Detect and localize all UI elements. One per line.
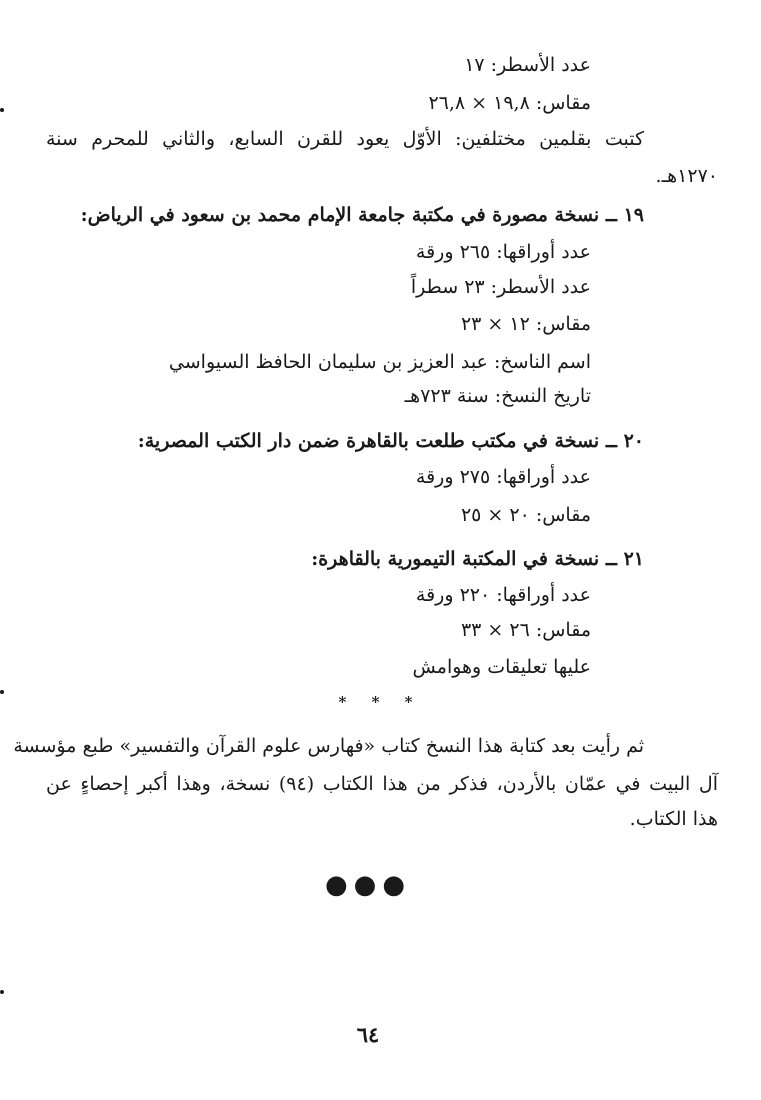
item-20-pages: عدد أوراقها: ٢٧٥ ورقة bbox=[415, 466, 591, 488]
item-21-pages: عدد أوراقها: ٢٢٠ ورقة bbox=[415, 584, 591, 606]
size-line: مقاس: ١٩,٨ × ٢٦,٨ bbox=[428, 92, 591, 114]
closing-line-3: هذا الكتاب. bbox=[629, 808, 718, 830]
line-count: عدد الأسطر: ١٧ bbox=[464, 54, 591, 76]
item-21-size: مقاس: ٢٦ × ٣٣ bbox=[460, 619, 591, 641]
item-19-pages: عدد أوراقها: ٢٦٥ ورقة bbox=[415, 241, 591, 263]
item-21-notes: عليها تعليقات وهوامش bbox=[412, 656, 591, 678]
note-line: كتبت بقلمين مختلفين: الأوّل يعود للقرن السابع، والثاني للمحرم سنة bbox=[46, 128, 644, 150]
item-19-copyist: اسم الناسخ: عبد العزيز بن سليمان الحافظ السيواسي bbox=[168, 351, 591, 373]
scan-speck bbox=[0, 108, 4, 112]
item-19-heading: ١٩ ــ نسخة مصورة في مكتبة جامعة الإمام محمد بن سعود في الرياض: bbox=[80, 204, 644, 226]
item-20-size: مقاس: ٢٠ × ٢٥ bbox=[460, 504, 591, 526]
closing-line-1: ثم رأيت بعد كتابة هذا النسخ كتاب «فهارس علوم القرآن والتفسير» طبع مؤسسة bbox=[13, 735, 644, 757]
closing-line-2: آل البيت في عمّان بالأردن، فذكر من هذا الكتاب (٩٤) نسخة، وهذا أكبر إحصاءٍ عن bbox=[46, 773, 718, 795]
note-line-end: ١٢٧٠هـ. bbox=[655, 165, 718, 187]
item-19-date: تاريخ النسخ: سنة ٧٢٣هـ bbox=[404, 385, 591, 407]
item-20-heading: ٢٠ ــ نسخة في مكتب طلعت بالقاهرة ضمن دار الكتب المصرية: bbox=[137, 430, 644, 452]
section-separator: * * * bbox=[338, 693, 423, 711]
item-19-size: مقاس: ١٢ × ٢٣ bbox=[460, 313, 591, 335]
scan-speck bbox=[0, 690, 4, 694]
page-number: ٦٤ bbox=[356, 1022, 380, 1047]
scan-speck bbox=[0, 990, 4, 994]
item-21-heading: ٢١ ــ نسخة في المكتبة التيمورية بالقاهرة: bbox=[311, 548, 644, 570]
end-marker: ●●● bbox=[324, 870, 412, 900]
item-19-lines: عدد الأسطر: ٢٣ سطراً bbox=[410, 276, 591, 298]
